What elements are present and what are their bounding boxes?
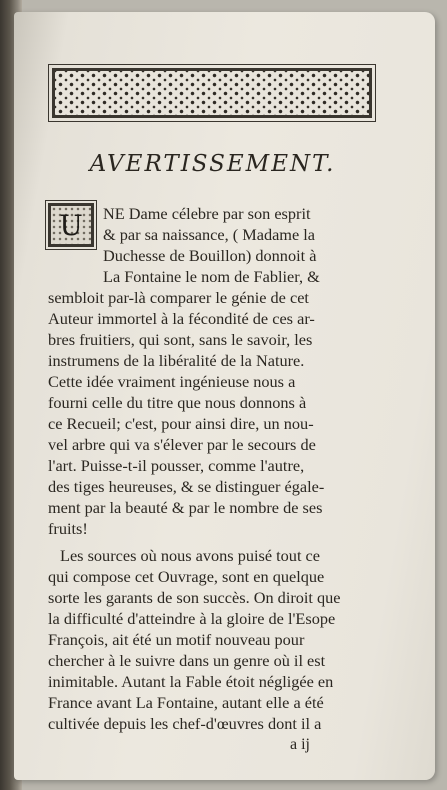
text-line: cultivée depuis les chef-d'œuvres dont il a — [48, 714, 322, 733]
text-line: inimitable. Autant la Fable étoit négligée en — [48, 672, 334, 691]
text-line: ment par la beauté & par le nombre de ses — [48, 498, 323, 517]
signature-mark: a ij — [290, 736, 310, 753]
text-line: & par sa naissance, ( Madame la — [103, 225, 316, 244]
text-line: Duchesse de Bouillon) donnoit à — [103, 246, 317, 265]
text-line: instrumens de la libéralité de la Nature. — [48, 351, 305, 370]
ornamental-headpiece — [52, 68, 372, 118]
page-title: AVERTISSEMENT. — [89, 151, 336, 177]
text-line: ce Recueil; c'est, pour ainsi dire, un nou- — [48, 414, 314, 433]
drop-cap-ornament — [48, 203, 94, 247]
text-line: bres fruitiers, qui sont, sans le savoir, les — [48, 330, 313, 349]
text-line: qui compose cet Ouvrage, sont en quelque — [48, 567, 325, 586]
text-line: France avant La Fontaine, autant elle a été — [48, 693, 324, 712]
text-line: Les sources où nous avons puisé tout ce — [60, 546, 320, 565]
text-line: sorte les garants de son succès. On diroit que — [48, 588, 341, 607]
text-line: fruits! — [48, 519, 88, 538]
text-line: NE Dame célebre par son esprit — [103, 204, 311, 223]
text-line: vel arbre qui va s'élever par le secours de — [48, 435, 316, 454]
text-line: Cette idée vraiment ingénieuse nous a — [48, 372, 296, 391]
text-line: François, ait été un motif nouveau pour — [48, 630, 305, 649]
drop-cap-letter: U — [59, 209, 83, 242]
text-line: sembloit par-là comparer le génie de cet — [48, 288, 309, 307]
text-line: Auteur immortel à la fécondité de ces ar- — [48, 309, 315, 328]
text-line: fourni celle du titre que nous donnons à — [48, 393, 307, 412]
text-line: des tiges heureuses, & se distinguer égale- — [48, 477, 325, 496]
text-line: l'art. Puisse-t-il pousser, comme l'autre, — [48, 456, 305, 475]
text-line: la difficulté d'atteindre à la gloire de l'Esope — [48, 609, 336, 628]
text-line: chercher à le suivre dans un genre où il est — [48, 651, 326, 670]
text-line: La Fontaine le nom de Fablier, & — [103, 267, 320, 286]
